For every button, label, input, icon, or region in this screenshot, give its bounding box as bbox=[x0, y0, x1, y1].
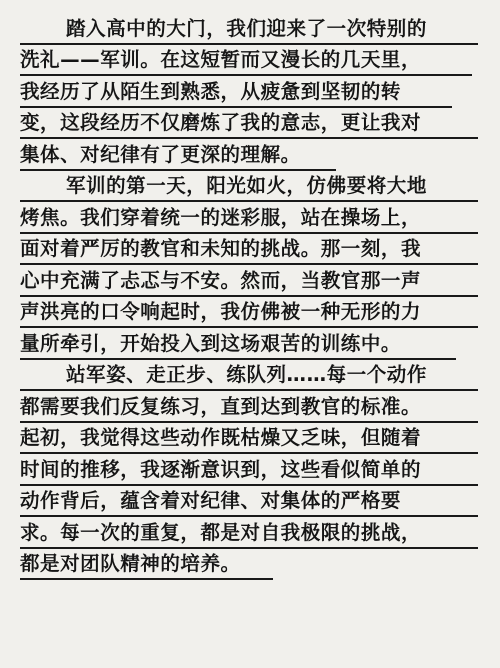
text-line bbox=[20, 391, 480, 423]
line-text: 时间的推移，我逐渐意识到，这些看似简单的 bbox=[20, 457, 422, 481]
text-line bbox=[20, 202, 480, 234]
text-line bbox=[20, 13, 480, 45]
text-line bbox=[20, 76, 480, 108]
text-line bbox=[20, 108, 480, 140]
text-line bbox=[20, 486, 480, 518]
text-line bbox=[20, 454, 480, 486]
essay-text bbox=[20, 13, 480, 580]
line-text: 量所牵引，开始投入到这场艰苦的训练中。 bbox=[20, 331, 401, 355]
line-text: 面对着严厉的教官和未知的挑战。那一刻，我 bbox=[20, 237, 422, 260]
text-line bbox=[20, 328, 480, 360]
text-line bbox=[20, 423, 480, 455]
text-line bbox=[20, 549, 480, 581]
text-line bbox=[20, 171, 480, 203]
text-line bbox=[20, 139, 480, 171]
line-text: 我经历了从陌生到熟悉，从疲惫到坚韧的转 bbox=[20, 79, 401, 103]
line-text: 洗礼——军训。在这短暂而又漫长的几天里， bbox=[20, 48, 422, 71]
text-line bbox=[20, 517, 480, 549]
line-text: 集体、对纪律有了更深的理解。 bbox=[20, 142, 301, 166]
text-line bbox=[20, 265, 480, 297]
line-text: 起初，我觉得这些动作既枯燥又乏味，但随着 bbox=[20, 426, 422, 449]
text-line bbox=[20, 360, 480, 392]
text-line bbox=[20, 297, 480, 329]
line-text: 求。每一次的重复，都是对自我极限的挑战， bbox=[20, 520, 422, 544]
line-text: 都需要我们反复练习，直到达到教官的标准。 bbox=[20, 394, 422, 418]
line-text: 动作背后，蕴含着对纪律、对集体的严格要 bbox=[20, 489, 401, 512]
line-text: 烤焦。我们穿着统一的迷彩服，站在操场上， bbox=[20, 205, 422, 229]
line-text: 踏入高中的大门，我们迎来了一次特别的 bbox=[66, 16, 427, 40]
line-text: 军训的第一天，阳光如火，仿佛要将大地 bbox=[66, 174, 427, 197]
text-line bbox=[20, 45, 480, 77]
line-underline bbox=[20, 578, 273, 580]
line-text: 变，这段经历不仅磨炼了我的意志，更让我对 bbox=[20, 111, 422, 134]
line-text: 声洪亮的口令响起时，我仿佛被一种无形的力 bbox=[20, 300, 422, 323]
line-text: 都是对团队精神的培养。 bbox=[20, 552, 241, 575]
line-text: 心中充满了忐忑与不安。然而，当教官那一声 bbox=[20, 268, 422, 292]
text-line bbox=[20, 234, 480, 266]
line-text: 站军姿、走正步、练队列……每一个动作 bbox=[66, 363, 427, 386]
